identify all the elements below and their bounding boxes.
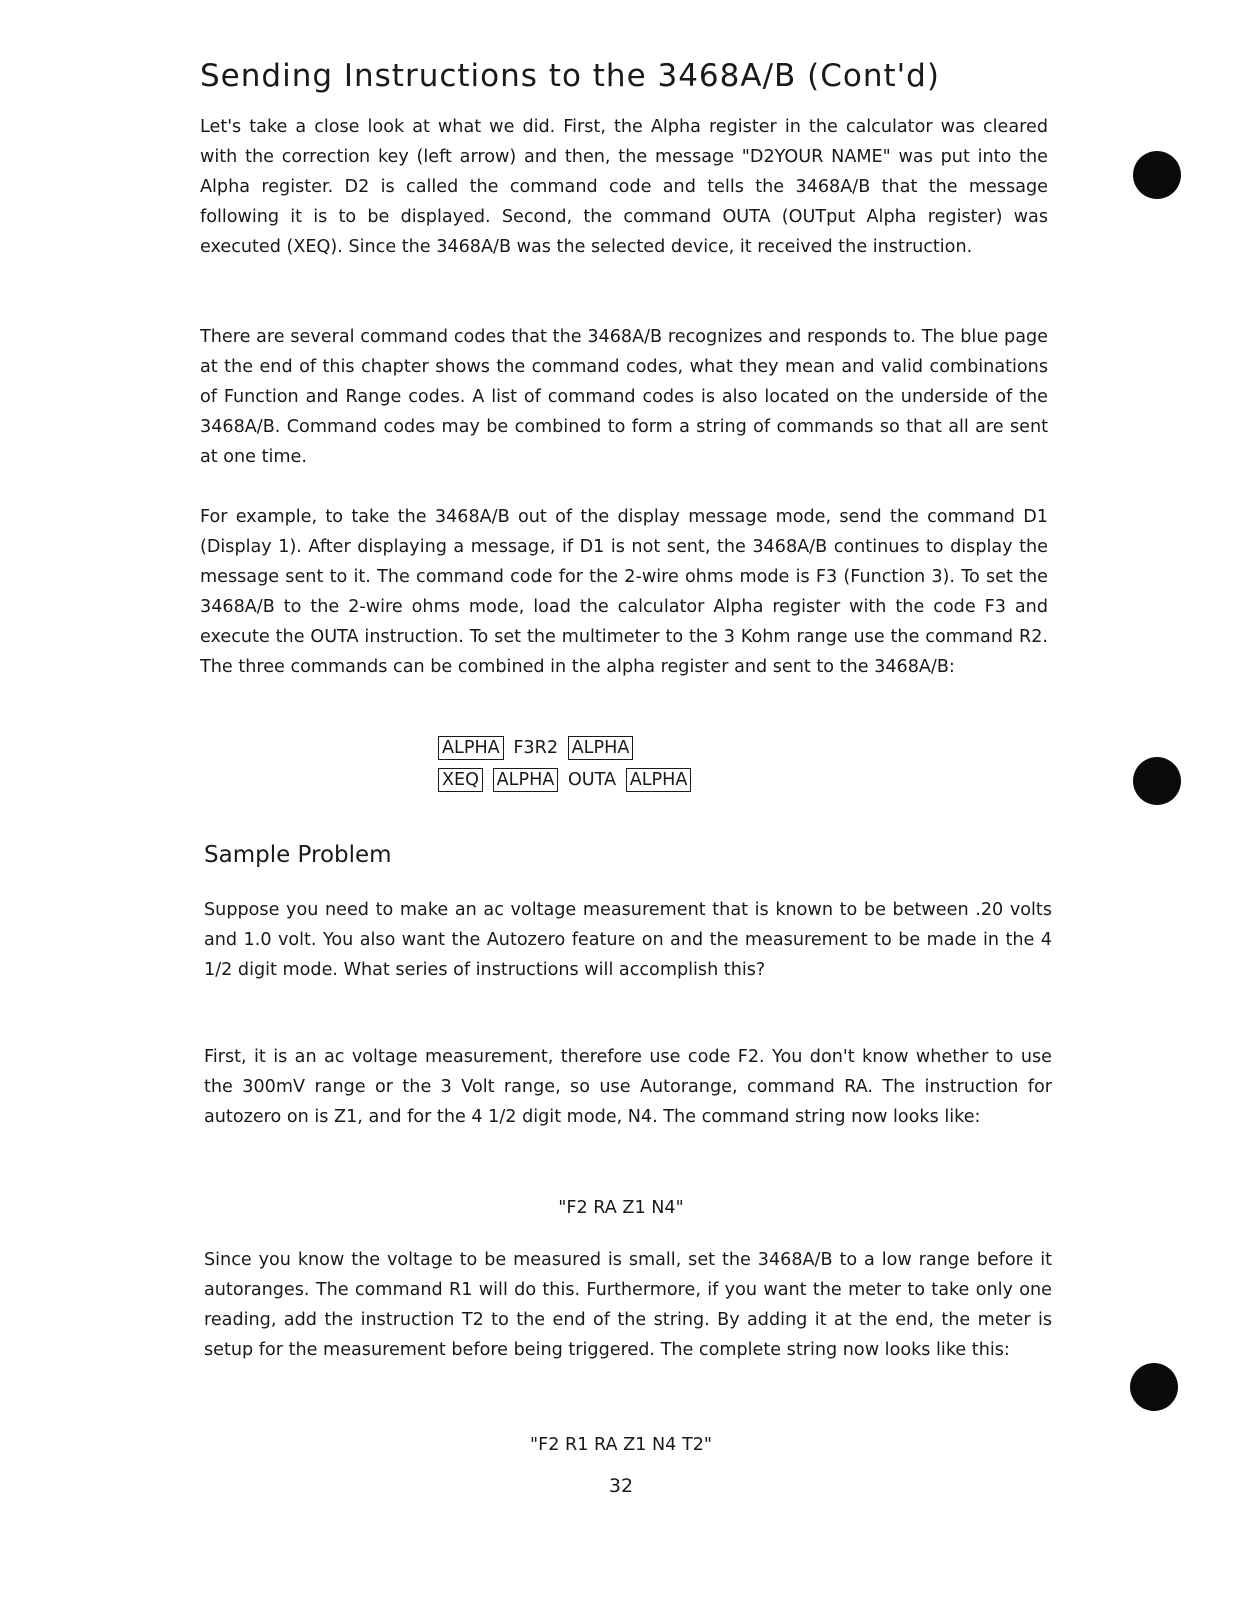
sample-paragraph-3: Since you know the voltage to be measured is small, set the 3468A/B to a low range before it autoranges. The command R1 will do this. Furthermore, if you want the meter to take only one reading, add the instruction T2 to the end of the string. By adding it at the end, the meter is setup for the measurement before being triggered. The complete string now looks like this: — [204, 1250, 1052, 1360]
binder-hole — [1133, 151, 1181, 199]
alpha-key: ALPHA — [493, 768, 559, 792]
binder-hole — [1133, 757, 1181, 805]
sample-paragraph-2: First, it is an ac voltage measurement, therefore use code F2. You don't know whether to use the 300mV range or the 3 Volt range, so use Autorange, command RA. The instruction for autozero on is Z1, and for the 4 1/2 digit mode, N4. The command string now looks like: — [204, 1047, 1052, 1127]
key-sequence-line-2 — [438, 767, 695, 793]
key-sequence-line-1 — [438, 735, 637, 761]
sample-paragraph-1: Suppose you need to make an ac voltage measurement that is known to be between .20 volts and 1.0 volt. You also want the Autozero feature on and the measurement to be made in the 4 1/2 digit mode. What series of instructions will accomplish this? — [204, 900, 1052, 980]
page-title: Sending Instructions to the 3468A/B (Cont'd) — [200, 58, 940, 94]
binder-hole — [1130, 1363, 1178, 1411]
command-string-2: "F2 R1 RA Z1 N4 T2" — [530, 1435, 712, 1455]
alpha-key: ALPHA — [626, 768, 692, 792]
key-sequence-text: OUTA — [567, 770, 617, 790]
paragraph-3: For example, to take the 3468A/B out of the display message mode, send the command D1 (Display 1). After displaying a message, if D1 is not sent, the 3468A/B continues to display the message sent to it. The command code for the 2-wire ohms mode is F3 (Function 3). To set the 3468A/B to the 2-wire ohms mode, load the calculator Alpha register with the code F3 and execute the OUTA instruction. To set the multimeter to the 3 Kohm range use the command R2. The three commands can be combined in the alpha register and sent to the 3468A/B: — [200, 507, 1048, 677]
page-number: 32 — [608, 1475, 634, 1497]
key-sequence-text: F3R2 — [513, 738, 559, 758]
paragraph-1: Let's take a close look at what we did. First, the Alpha register in the calculator was cleared with the correction key (left arrow) and then, the message "D2YOUR NAME" was put into the Alpha register. D2 is called the command code and tells the 3468A/B that the message following it is to be displayed. Second, the command OUTA (OUTput Alpha register) was executed (XEQ). Since the 3468A/B was the selected device, it received the instruction. — [200, 117, 1048, 257]
section-heading: Sample Problem — [204, 842, 392, 868]
alpha-key: ALPHA — [438, 736, 504, 760]
paragraph-2: There are several command codes that the 3468A/B recognizes and responds to. The blue page at the end of this chapter shows the command codes, what they mean and valid combinations of Function and Range codes. A list of command codes is also located on the underside of the 3468A/B. Command codes may be combined to form a string of commands so that all are sent at one time. — [200, 327, 1048, 467]
alpha-key: ALPHA — [568, 736, 634, 760]
xeq-key: XEQ — [438, 768, 483, 792]
command-string-1: "F2 RA Z1 N4" — [558, 1198, 684, 1218]
